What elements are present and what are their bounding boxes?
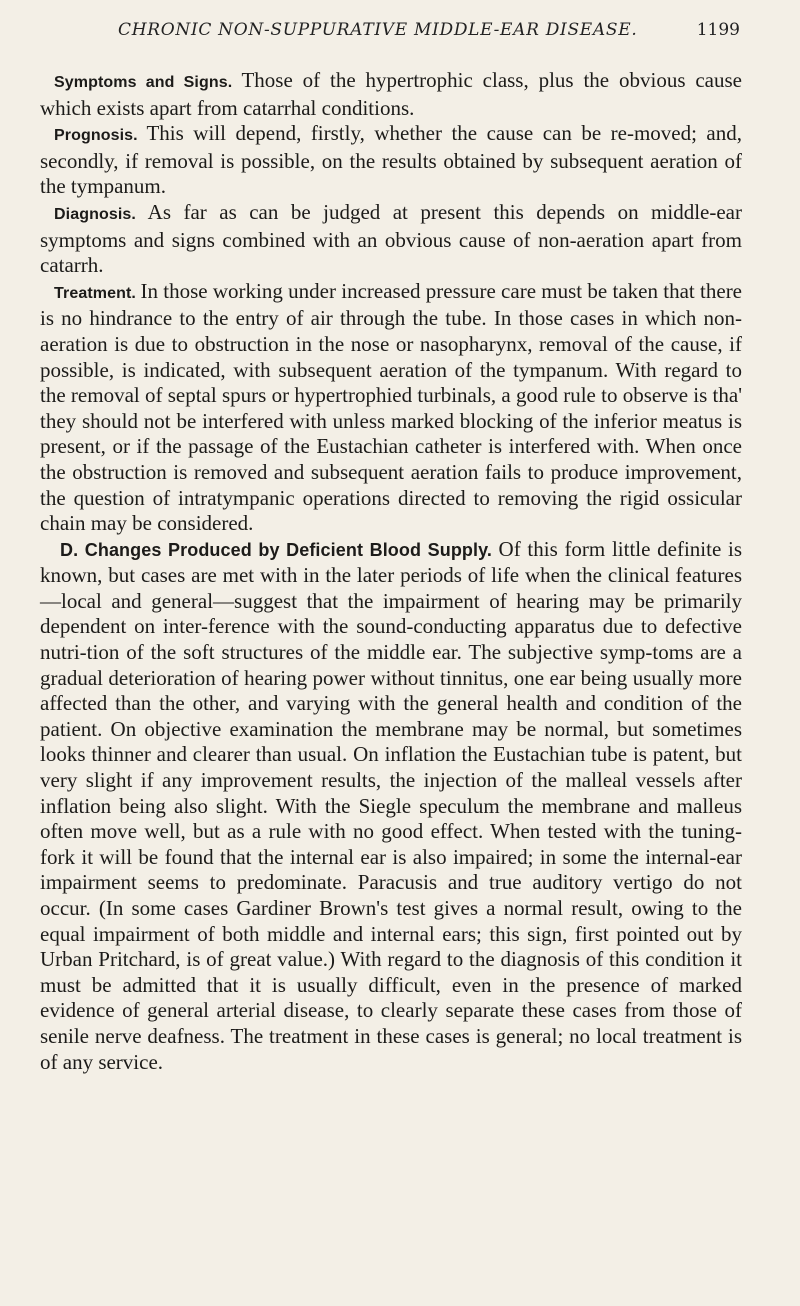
paragraph-treatment: [40, 279, 742, 537]
section-heading-diagnosis: Diagnosis.: [54, 205, 148, 223]
page-number: 1199: [696, 20, 740, 40]
running-title: CHRONIC NON-SUPPURATIVE MIDDLE-EAR DISEASE.: [118, 20, 638, 40]
paragraph-text: Those of the hypertrophic class, plus the obvious cause which exists apart from catarrhal conditions.: [40, 68, 742, 120]
paragraph-text: This will depend, firstly, whether the cause can be re-moved; and, secondly, if removal is possible, on the results obtained by subsequent aeration of the tympanum.: [40, 121, 742, 199]
section-heading-deficient-blood-supply: D. Changes Produced by Deficient Blood Supply.: [60, 539, 499, 560]
running-header: [60, 20, 740, 50]
paragraph-symptoms-and-signs: [40, 68, 742, 121]
section-heading-treatment: Treatment.: [54, 284, 141, 302]
section-heading-prognosis: Prognosis.: [54, 127, 147, 145]
paragraph-text: As far as can be judged at present this depends on middle-ear symptoms and signs combined with an obvious cause of non-aeration apart from catarrh.: [40, 199, 742, 278]
body-text: [40, 68, 742, 1075]
section-heading-symptoms-and-signs: Symptoms and Signs.: [54, 74, 242, 91]
paragraph-text: Of this form little definite is known, but cases are met with in the later periods of life when the clinical features—local and general—suggest that the impairment of hearing may be primarily dependent on inter-ference with the sound-conducting apparatus due to defective nutri-tion of the soft structures of the middle ear. The subjective symp-toms are a gradual deterioration of hearing power without tinnitus, one ear being usually more affected than the other, and varying with the general health and condition of the patient. On objective examination the membrane may be normal, but sometimes looks thinner and clearer than usual. On inflation the Eustachian tube is patent, but very slight if any improvement results, the injection of the malleal vessels after inflation being also slight. With the Siegle speculum the membrane and malleus often move well, but as a rule with no good effect. When tested with the tuning-fork it will be found that the internal ear is also impaired; in some the internal-ear impairment seems to predominate. Paracusis and true auditory vertigo do not occur. (In some cases Gardiner Brown's test gives a normal result, owing to the equal impairment of both middle and internal ears; this sign, first pointed out by Urban Pritchard, is of great value.) With regard to the diagnosis of this condition it must be admitted that it is usually difficult, even in the presence of marked evidence of general arterial disease, to clearly separate these cases from those of senile nerve deafness. The treatment in these cases is general; no local treatment is of any service.: [40, 536, 742, 1074]
paragraph-diagnosis: [40, 200, 742, 279]
paragraph-text: In those working under increased pressure care must be taken that there is no hindrance to the entry of air through the tube. In those cases in which non-aeration is due to obstruction in the nose or nasopharynx, removal of the cause, if possible, is indicated, with subsequent aeration of the tympanum. With regard to the removal of septal spurs or hypertrophied turbinals, a good rule to observe is tha' they should not be interfered with unless marked blocking of the inferior meatus is present, or if the passage of the Eustachian catheter is interfered with. When once the obstruction is removed and subsequent aeration fails to produce improvement, the question of intratympanic operations directed to removing the rigid ossicular chain may be considered.: [40, 278, 743, 536]
paragraph-prognosis: [40, 121, 742, 200]
paragraph-deficient-blood-supply: [40, 537, 742, 1075]
